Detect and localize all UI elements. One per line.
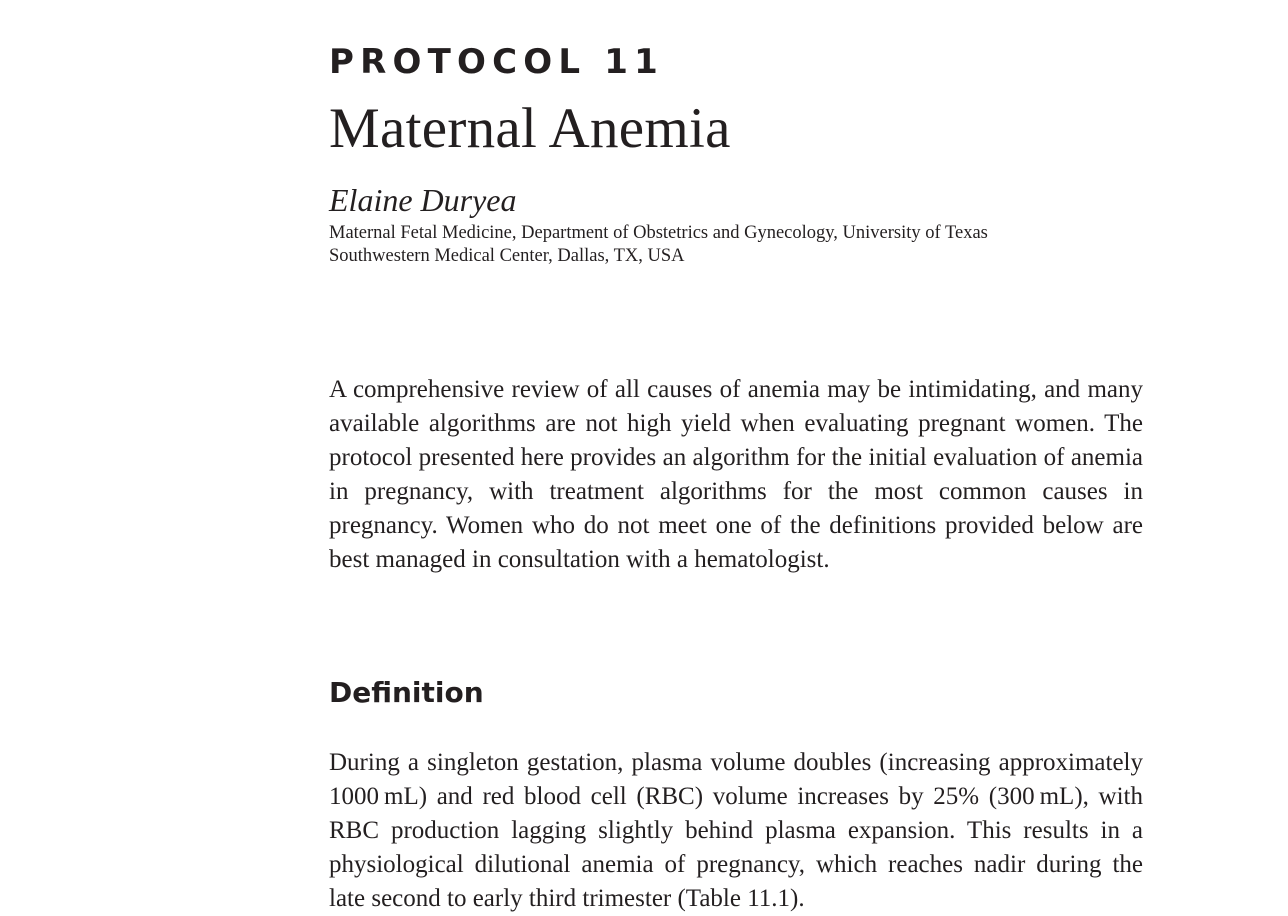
section-heading-definition: Definition [329,676,484,709]
affiliation-line-1: Maternal Fetal Medicine, Department of Obstetrics and Gynecology, University of Texas [329,223,988,243]
intro-paragraph: A comprehensive review of all causes of anemia may be intimidating, and many available algorithms are not high yield when evaluating pregnant women. The protocol presented here provides an algorithm for the initial evaluation of anemia in pregnancy, with treatment algorithms for the most common causes in pregnancy. Women who do not meet one of the definitions provided below are best managed in consultation with a hematologist. [329,376,1143,573]
protocol-label: PROTOCOL 11 [329,42,664,82]
author-affiliation [329,222,1089,268]
author-name: Elaine Duryea [329,182,517,218]
affiliation-line-2: Southwestern Medical Center, Dallas, TX, USA [329,246,685,266]
definition-paragraph: During a singleton gestation, plasma volume doubles (increasing approximately 1000 mL) and red blood cell (RBC) volume increases by 25% (300 mL), with RBC production lagging slightly behind plasma expansion. This results in a physiological dilutional anemia of pregnancy, which reaches nadir during the late second to early third trimester (Table 11.1). [329,749,1143,912]
chapter-title: Maternal Anemia [329,97,731,160]
